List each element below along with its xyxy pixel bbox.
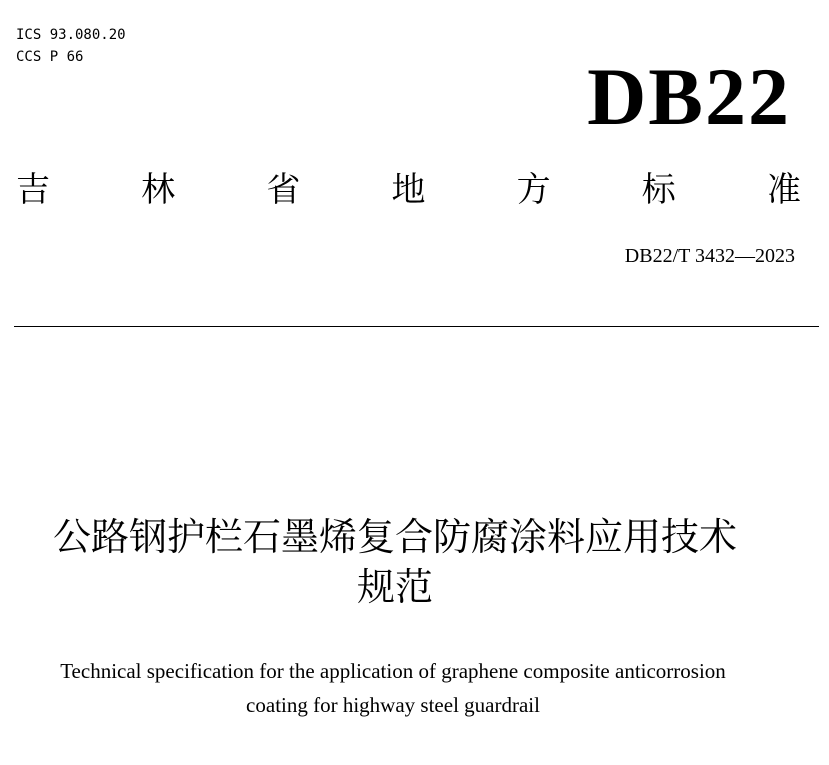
heading-char: 吉 bbox=[16, 170, 50, 210]
chinese-title-line: 公路钢护栏石墨烯复合防腐涂料应用技术 bbox=[52, 515, 737, 559]
classification-codes bbox=[16, 24, 126, 68]
heading-char: 方 bbox=[516, 170, 551, 210]
heading-char: 标 bbox=[641, 170, 676, 210]
ccs-code: CCS P 66 bbox=[16, 49, 84, 65]
ics-code: ICS 93.080.20 bbox=[16, 27, 126, 43]
standard-number: DB22/T 3432—2023 bbox=[624, 245, 795, 267]
local-standard-heading bbox=[16, 168, 801, 212]
chinese-title bbox=[0, 512, 790, 612]
heading-char: 省 bbox=[266, 170, 301, 210]
divider-line bbox=[14, 326, 819, 327]
english-title bbox=[0, 654, 786, 722]
chinese-title-line: 规范 bbox=[356, 565, 433, 609]
english-title-line: Technical specification for the application of graphene composite anticorrosion bbox=[60, 659, 726, 683]
db22-logo: DB22 bbox=[587, 51, 791, 142]
heading-char: 准 bbox=[766, 170, 801, 210]
heading-char: 林 bbox=[141, 170, 176, 210]
english-title-line: coating for highway steel guardrail bbox=[246, 693, 540, 717]
heading-char: 地 bbox=[391, 170, 426, 210]
